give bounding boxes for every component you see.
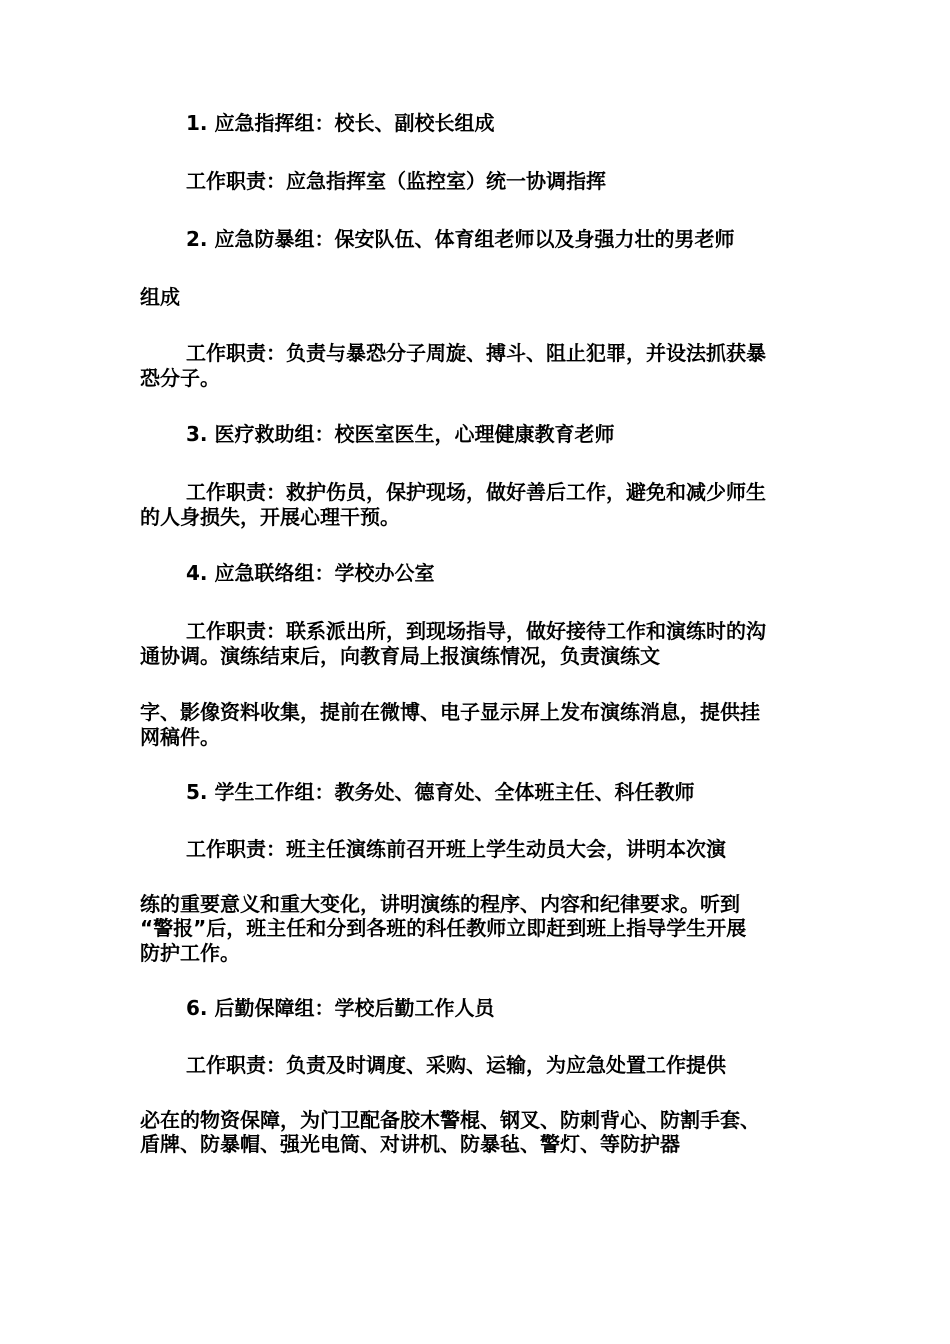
group-2-duty: 工作职责：负责与暴恐分子周旋、搏斗、阻止犯罪，并设法抓获暴 [186, 341, 766, 365]
group-2-duty-cont: 恐分子。 [140, 366, 220, 390]
group-4-duty-cont-1: 通协调。演练结束后，向教育局上报演练情况，负责演练文 [140, 644, 660, 668]
group-4-duty-cont-2: 字、影像资料收集，提前在微博、电子显示屏上发布演练消息，提供挂 [140, 700, 760, 724]
group-3-duty: 工作职责：救护伤员，保护现场，做好善后工作，避免和减少师生 [186, 480, 766, 504]
group-5-duty-cont-3: 防护工作。 [140, 941, 240, 965]
group-4-heading: 4. 应急联络组：学校办公室 [186, 561, 435, 585]
group-1-heading: 1. 应急指挥组：校长、副校长组成 [186, 111, 495, 135]
group-1-duty: 工作职责：应急指挥室（监控室）统一协调指挥 [186, 169, 606, 193]
group-6-heading: 6. 后勤保障组：学校后勤工作人员 [186, 996, 495, 1020]
group-5-heading: 5. 学生工作组：教务处、德育处、全体班主任、科任教师 [186, 780, 695, 804]
group-2-heading: 2. 应急防暴组：保安队伍、体育组老师以及身强力壮的男老师 [186, 227, 735, 251]
group-4-duty: 工作职责：联系派出所，到现场指导，做好接待工作和演练时的沟 [186, 619, 766, 643]
group-6-duty-cont-1: 必在的物资保障，为门卫配备胶木警棍、钢叉、防刺背心、防割手套、 [140, 1108, 760, 1132]
group-6-duty: 工作职责：负责及时调度、采购、运输，为应急处置工作提供 [186, 1053, 726, 1077]
group-3-duty-cont: 的人身损失，开展心理干预。 [140, 505, 400, 529]
group-2-heading-cont: 组成 [140, 285, 180, 309]
group-5-duty: 工作职责：班主任演练前召开班上学生动员大会，讲明本次演 [186, 837, 726, 861]
group-4-duty-cont-3: 网稿件。 [140, 725, 220, 749]
group-6-duty-cont-2: 盾牌、防暴帽、强光电筒、对讲机、防暴毡、警灯、等防护器 [140, 1132, 680, 1156]
group-3-heading: 3. 医疗救助组：校医室医生，心理健康教育老师 [186, 422, 615, 446]
group-5-duty-cont-2: “警报”后，班主任和分到各班的科任教师立即赶到班上指导学生开展 [140, 916, 747, 940]
group-5-duty-cont-1: 练的重要意义和重大变化，讲明演练的程序、内容和纪律要求。听到 [140, 892, 740, 916]
